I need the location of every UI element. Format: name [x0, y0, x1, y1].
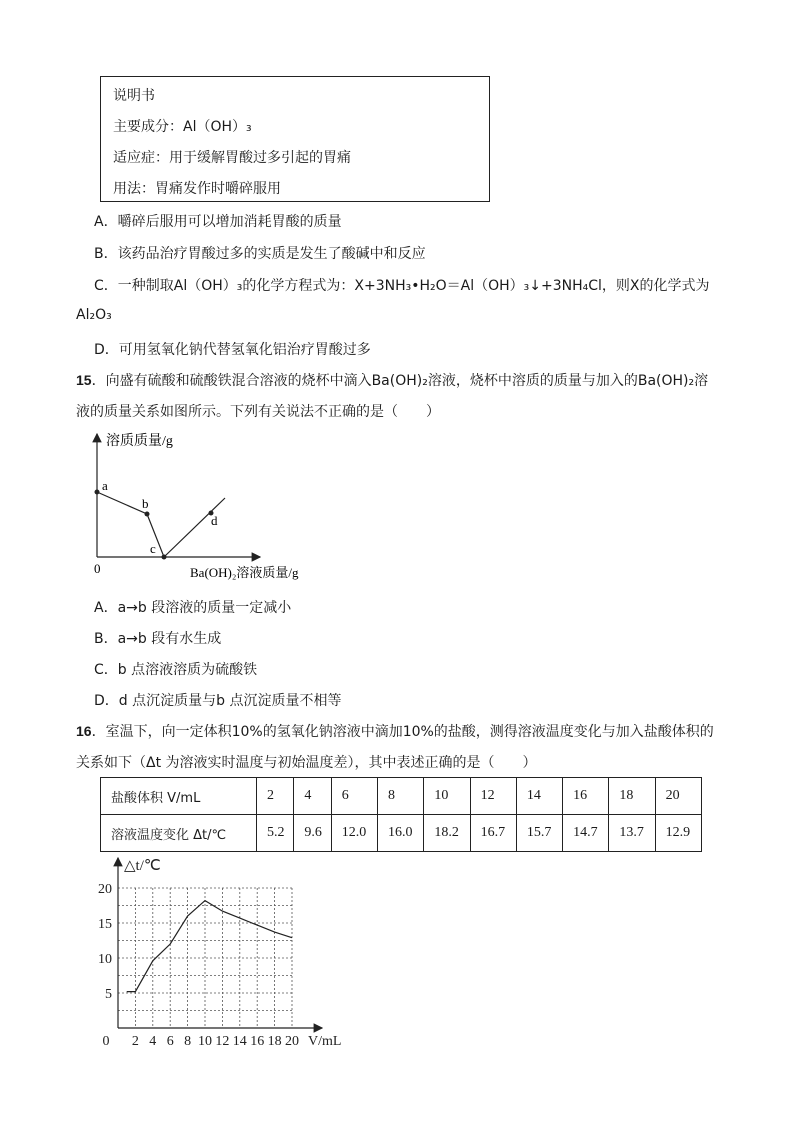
q16-data-table — [100, 777, 702, 852]
x-tick-label: 4 — [149, 1034, 157, 1049]
table-head-volume: 盐酸体积 V/mL — [101, 778, 257, 815]
table-cell: 14 — [516, 778, 562, 815]
table-cell: 18 — [609, 778, 655, 815]
table-cell: 12.0 — [331, 815, 377, 852]
q16-stem-line1: 16．室温下，向一定体积10%的氢氧化钠溶液中滴加10%的盐酸，测得溶液温度变化与加入盐酸体积的 — [76, 723, 714, 740]
q15-ylabel: 溶质质量/g — [106, 434, 173, 449]
q15-option-a: A．a→b 段溶液的质量一定减小 — [94, 600, 292, 616]
x-tick-label: 16 — [250, 1034, 265, 1049]
x-axis-label: V/mL — [308, 1034, 342, 1049]
q15-number: 15 — [76, 372, 92, 388]
instructions-indication: 适应症：用于缓解胃酸过多引起的胃痛 — [113, 150, 351, 166]
table-cell: 9.6 — [294, 815, 331, 852]
x-tick-label: 8 — [184, 1034, 192, 1049]
q15-stem-line1: 15．向盛有硫酸和硫酸铁混合溶液的烧杯中滴入Ba(OH)₂溶液，烧杯中溶质的质量与加入的Ba(OH)₂溶 — [76, 372, 709, 389]
table-head-temp: 溶液温度变化 Δt/℃ — [101, 815, 257, 852]
table-cell: 14.7 — [563, 815, 609, 852]
table-row — [101, 778, 702, 815]
q16-chart — [90, 850, 370, 1055]
x-tick-label: 0 — [102, 1034, 110, 1049]
instructions-title: 说明书 — [113, 88, 155, 104]
instructions-ingredient: 主要成分：Al（OH）₃ — [113, 119, 252, 135]
q14-option-c-cont: Al₂O₃ — [76, 307, 112, 323]
table-cell: 18.2 — [424, 815, 470, 852]
q14-option-d: D．可用氢氧化钠代替氢氧化铝治疗胃酸过多 — [94, 342, 371, 358]
table-cell: 5.2 — [257, 815, 294, 852]
q15-option-b: B．a→b 段有水生成 — [94, 631, 222, 647]
table-cell: 4 — [294, 778, 331, 815]
q15-graph — [80, 428, 340, 584]
table-cell: 16.0 — [378, 815, 424, 852]
instructions-box — [100, 76, 490, 202]
table-cell: 12.9 — [655, 815, 701, 852]
table-cell: 12 — [470, 778, 516, 815]
table-cell: 10 — [424, 778, 470, 815]
table-cell: 20 — [655, 778, 701, 815]
y-tick-label: 5 — [105, 987, 112, 1002]
q15-stem-line2: 液的质量关系如图所示。下列有关说法不正确的是（ ） — [76, 404, 440, 420]
y-tick-label: 15 — [98, 917, 112, 932]
q15-option-d: D．d 点沉淀质量与b 点沉淀质量不相等 — [94, 693, 342, 709]
series-line — [127, 901, 292, 992]
table-cell: 2 — [257, 778, 294, 815]
y-axis-label: △t/℃ — [124, 858, 161, 874]
x-tick-label: 18 — [267, 1034, 282, 1049]
x-tick-label: 10 — [198, 1034, 212, 1049]
table-cell: 16.7 — [470, 815, 516, 852]
x-tick-label: 14 — [232, 1034, 247, 1049]
q15-xlabel: Ba(OH)₂溶液质量/g — [190, 565, 299, 580]
q15-point-c — [162, 555, 167, 560]
q14-option-c: C．一种制取Al（OH）₃的化学方程式为：X+3NH₃•H₂O＝Al（OH）₃↓+3NH₄Cl，则X的化学式为 — [94, 278, 710, 294]
table-cell: 6 — [331, 778, 377, 815]
instructions-usage: 用法：胃痛发作时嚼碎服用 — [113, 181, 281, 197]
q16-stem-line2: 关系如下（Δt 为溶液实时温度与初始温度差），其中表述正确的是（ ） — [76, 755, 537, 771]
y-tick-label: 20 — [98, 882, 112, 897]
q15-curve — [97, 492, 225, 557]
x-tick-label: 12 — [215, 1034, 230, 1049]
q15-point-a — [95, 490, 100, 495]
table-row — [101, 815, 702, 852]
q14-option-b: B．该药品治疗胃酸过多的实质是发生了酸碱中和反应 — [94, 246, 426, 262]
q15-label-c: c — [150, 541, 156, 556]
x-tick-label: 2 — [131, 1034, 139, 1049]
table-cell: 8 — [378, 778, 424, 815]
table-cell: 13.7 — [609, 815, 655, 852]
y-tick-label: 10 — [98, 952, 112, 967]
q14-option-a: A．嚼碎后服用可以增加消耗胃酸的质量 — [94, 214, 342, 230]
q15-option-c: C．b 点溶液溶质为硫酸铁 — [94, 662, 258, 678]
x-tick-label: 6 — [166, 1034, 174, 1049]
q16-number: 16 — [76, 723, 92, 739]
q15-label-d: d — [211, 513, 218, 528]
q15-origin: 0 — [94, 561, 101, 576]
q15-point-b — [145, 512, 150, 517]
table-cell: 16 — [563, 778, 609, 815]
q15-label-b: b — [142, 496, 149, 511]
q15-label-a: a — [102, 478, 108, 493]
x-tick-label: 20 — [285, 1034, 299, 1049]
table-cell: 15.7 — [516, 815, 562, 852]
